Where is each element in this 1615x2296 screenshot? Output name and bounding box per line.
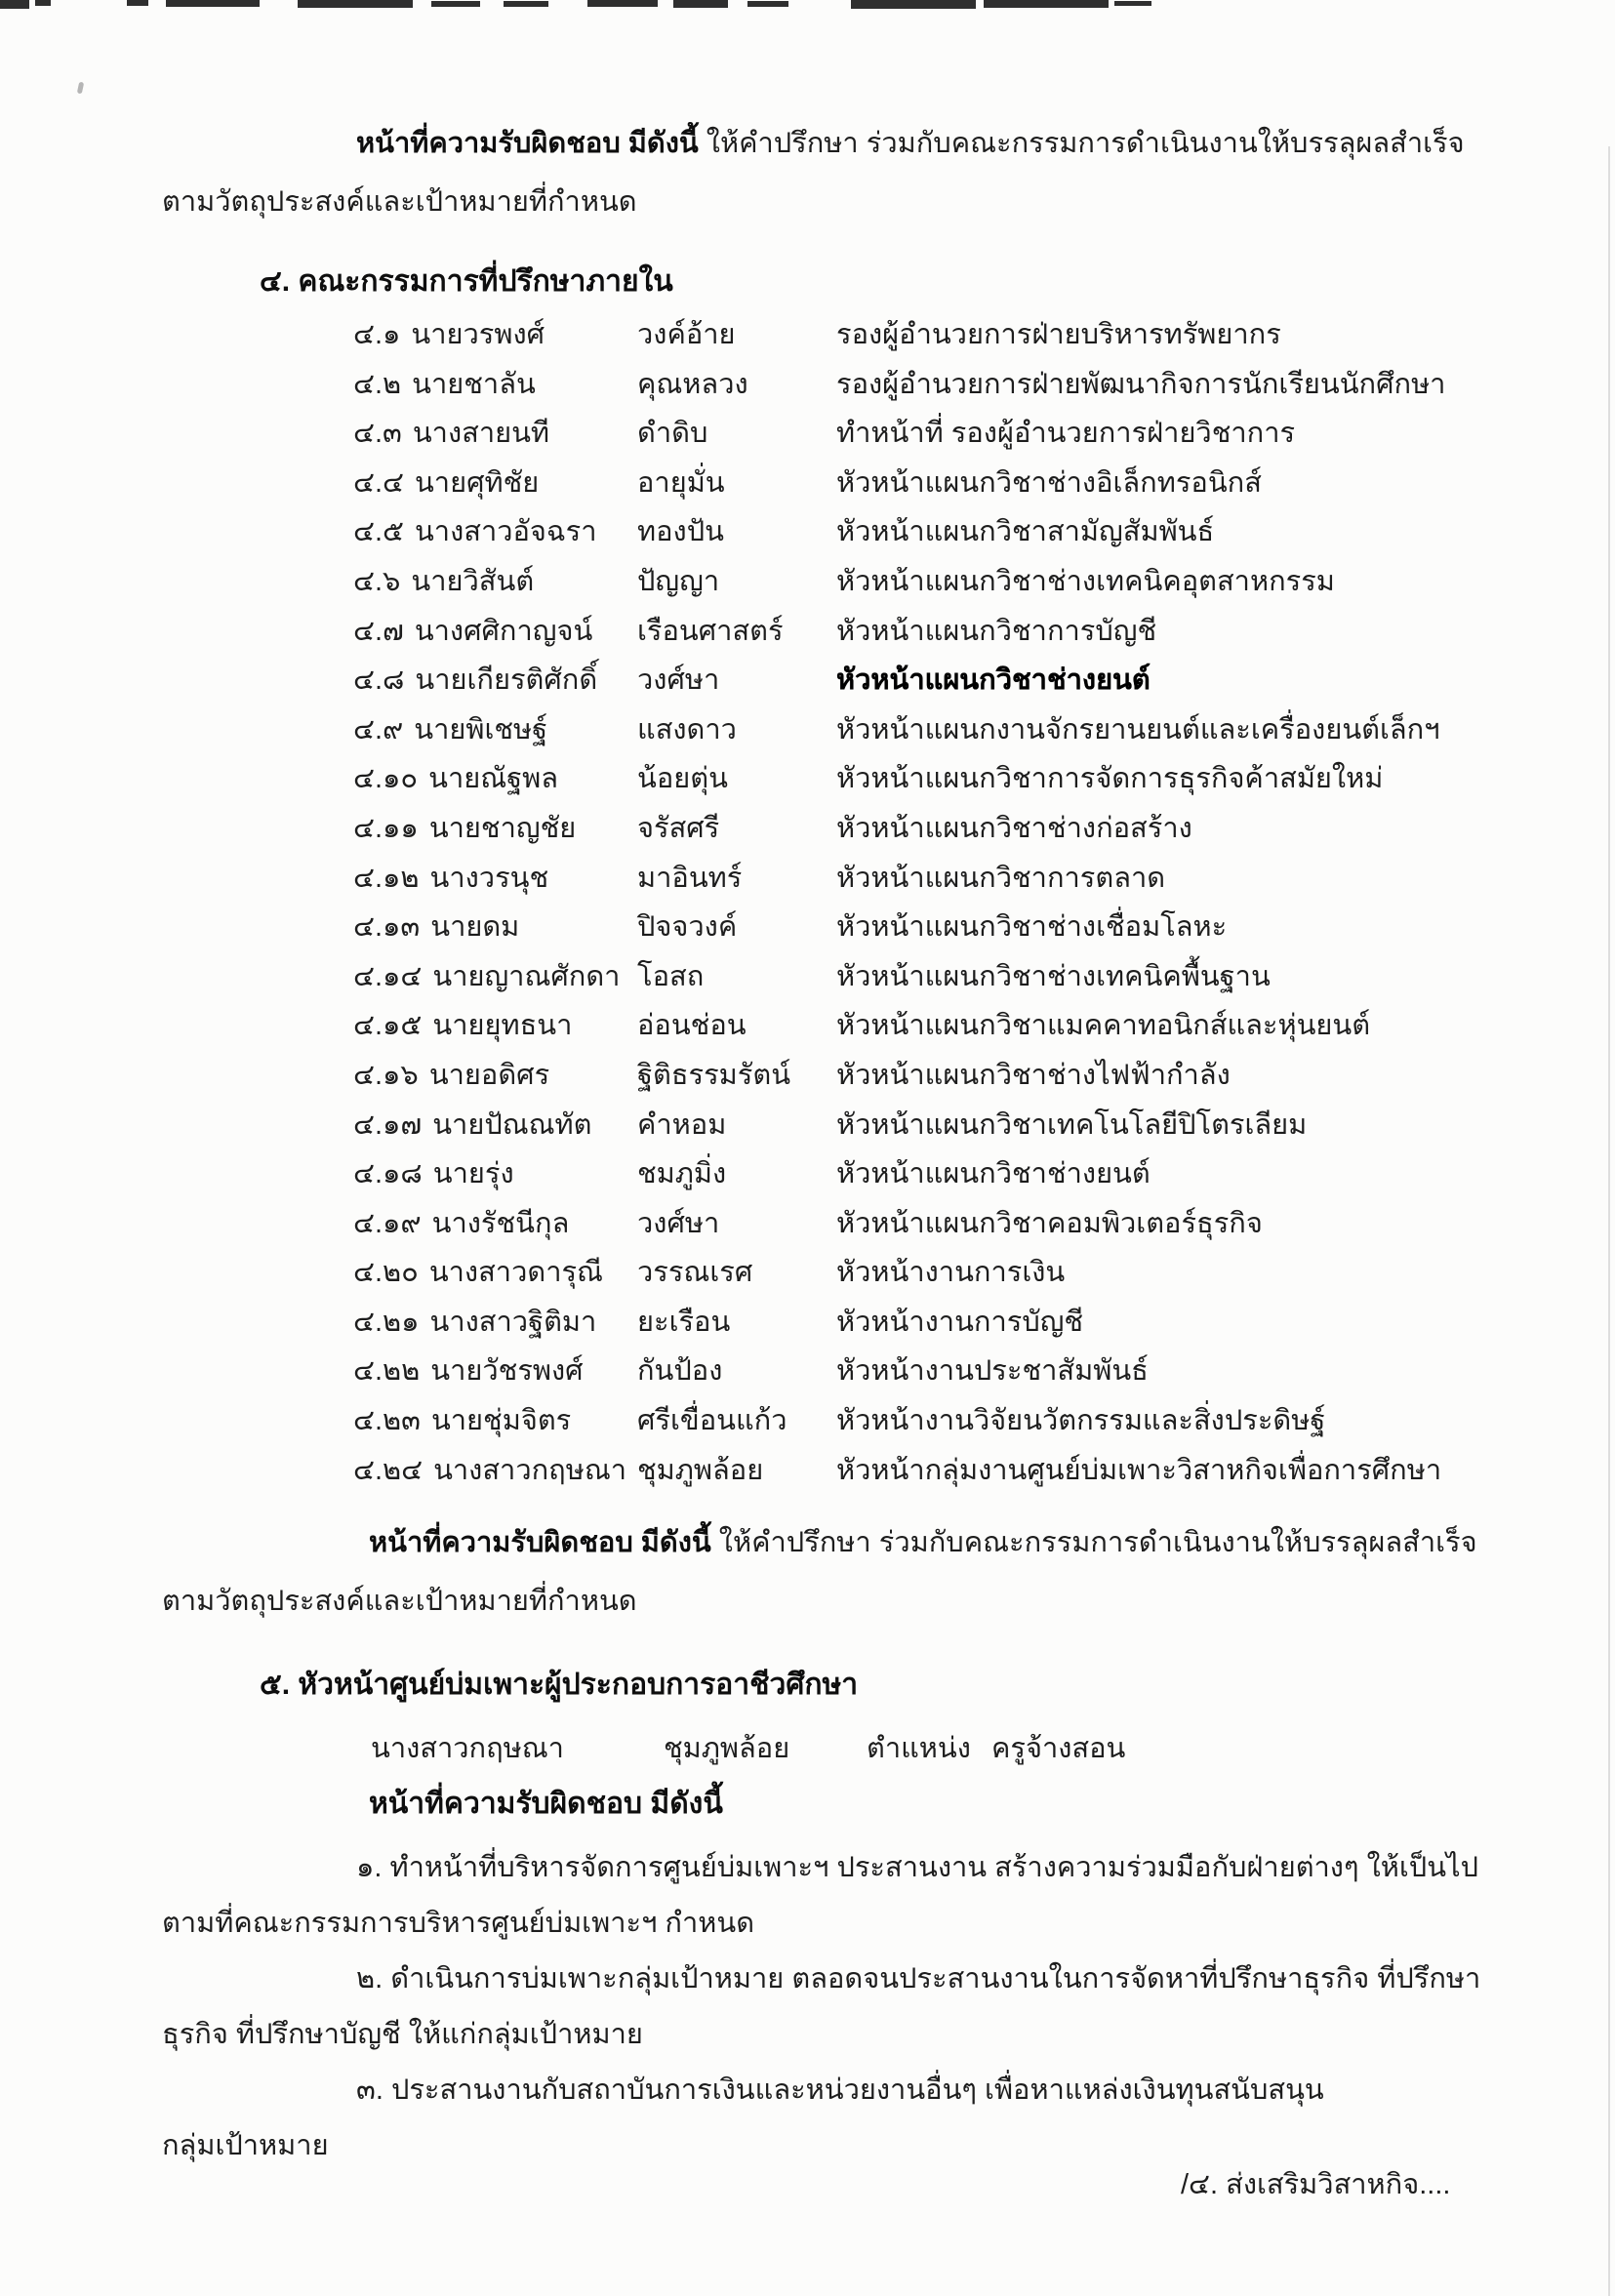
member-surname: อ่อนช่อน	[637, 1010, 747, 1042]
member-position: หัวหน้าแผนกวิชาการจัดการธุรกิจค้าสมัยใหม่	[836, 763, 1384, 795]
scan-artifact	[747, 1, 788, 7]
table-row	[0, 459, 1615, 508]
member-position: หัวหน้างานวิจัยนวัตกรรมและสิ่งประดิษฐ์	[836, 1405, 1326, 1437]
member-surname: โอสถ	[637, 960, 705, 992]
scan-artifact	[984, 0, 1109, 8]
duty-item	[0, 2063, 1615, 2174]
member-surname: วงศ์ษา	[637, 1207, 720, 1239]
member-surname: ปัญญา	[637, 565, 720, 597]
member-surname: ฐิติธรรมรัตน์	[637, 1059, 791, 1091]
member-number: ๔.๑๐	[353, 763, 419, 795]
member-surname: ชมภูมิ่ง	[637, 1158, 727, 1190]
member-surname: วรรณเรศ	[637, 1257, 753, 1289]
member-number-name	[353, 409, 637, 459]
member-name: นายปัณณทัต	[432, 1108, 592, 1141]
member-surname: ดำดิบ	[637, 418, 708, 450]
member-number: ๔.๑๖	[353, 1059, 419, 1091]
member-name: นางรัชนีกุล	[431, 1207, 570, 1239]
scan-artifact	[587, 0, 658, 7]
table-row	[0, 607, 1615, 657]
member-number: ๔.๓	[353, 418, 402, 450]
member-number-name	[353, 1446, 637, 1496]
member-surname: เรือนศาสตร์	[637, 615, 784, 647]
member-number-name	[353, 705, 637, 755]
member-position: หัวหน้าแผนกวิชาแมคคาทอนิกส์และหุ่นยนต์	[836, 1010, 1371, 1042]
member-position: หัวหน้าแผนกวิชาเทคโนโลยีปิโตรเลียม	[836, 1108, 1308, 1141]
member-surname: ปิจจวงค์	[637, 911, 738, 944]
member-name: นางสาวดารุณี	[428, 1257, 603, 1289]
member-number: ๔.๖	[353, 565, 401, 597]
member-name: นายณัฐพล	[428, 763, 559, 795]
scan-artifact	[298, 0, 413, 8]
member-surname: คำหอม	[637, 1108, 727, 1141]
member-number-name	[353, 1001, 637, 1051]
table-row	[0, 952, 1615, 1002]
member-name: นายเกียรติศักดิ์	[415, 665, 598, 697]
member-number: ๔.๑๙	[353, 1207, 422, 1239]
table-row	[0, 1298, 1615, 1348]
member-surname: วงศ์ษา	[637, 665, 720, 697]
member-surname: กันป้อง	[637, 1355, 723, 1388]
member-surname: อายุมั่น	[637, 466, 725, 499]
member-position: หัวหน้าแผนกวิชาช่างอิเล็กทรอนิกส์	[836, 466, 1262, 499]
member-number: ๔.๒	[353, 368, 402, 400]
member-name: นายวิสันต์	[411, 565, 535, 597]
member-name: นายชาลัน	[412, 368, 536, 400]
member-number-name	[353, 1347, 637, 1396]
member-position: ทำหน้าที่ รองผู้อำนวยการฝ่ายวิชาการ	[836, 418, 1296, 450]
member-number-name	[353, 952, 637, 1002]
member-name: นายวรพงศ์	[411, 319, 545, 350]
member-name: นายชุ่มจิตร	[430, 1405, 572, 1437]
member-number-name	[353, 1101, 637, 1150]
committee-list	[0, 310, 1615, 1495]
member-number: ๔.๙	[353, 713, 404, 745]
member-position: หัวหน้าแผนกวิชาการตลาด	[836, 862, 1166, 894]
person-position-value: ครูจ้างสอน	[991, 1733, 1126, 1764]
section4-duty-line1	[369, 1522, 1477, 1563]
member-surname: ชุมภูพล้อย	[637, 1454, 764, 1486]
member-number-name	[353, 310, 637, 360]
table-row	[0, 1396, 1615, 1446]
member-number-name	[353, 1396, 637, 1446]
member-number: ๔.๒๒	[353, 1355, 421, 1388]
person-name: นางสาวกฤษณา	[371, 1733, 564, 1764]
member-name: นายญาณศักดา	[432, 960, 621, 992]
duty-line1: ๒. ดำเนินการบ่มเพาะกลุ่มเป้าหมาย ตลอดจนประสานงานในการจัดหาที่ปรึกษาธุรกิจ ที่ปรึกษา	[356, 1963, 1481, 1994]
member-name: นางสายนที	[412, 418, 550, 450]
member-name: นายชาญชัย	[428, 812, 577, 844]
intro-paragraph-line2: ตามวัตถุประสงค์และเป้าหมายที่กำหนด	[162, 186, 637, 218]
member-number-name	[353, 903, 637, 952]
table-row	[0, 1101, 1615, 1150]
member-number: ๔.๑๗	[353, 1108, 423, 1141]
member-number-name	[353, 507, 637, 557]
table-row	[0, 804, 1615, 854]
member-name: นายพิเชษฐ์	[414, 713, 548, 745]
member-number-name	[353, 854, 637, 904]
member-number-name	[353, 557, 637, 607]
duty-line2: ธุรกิจ ที่ปรึกษาบัญชี ให้แก่กลุ่มเป้าหมาย	[162, 2019, 643, 2050]
member-surname: ยะเรือน	[637, 1306, 731, 1338]
member-position: หัวหน้างานการบัญชี	[836, 1306, 1084, 1338]
member-name: นางสาวกฤษณา	[433, 1454, 627, 1486]
table-row	[0, 409, 1615, 459]
member-name: นายดม	[430, 911, 520, 944]
member-name: นายรุ่ง	[432, 1158, 514, 1190]
member-position: หัวหน้าแผนกวิชาช่างเทคนิคอุตสาหกรรม	[836, 565, 1335, 597]
duty-line2: กลุ่มเป้าหมาย	[162, 2130, 329, 2161]
member-position: หัวหน้างานการเงิน	[836, 1257, 1066, 1289]
member-number-name	[353, 804, 637, 854]
section5-duty-heading: หน้าที่ความรับผิดชอบ มีดังนี้	[369, 1788, 723, 1820]
member-number: ๔.๑๕	[353, 1010, 423, 1042]
scan-artifact	[851, 0, 976, 9]
table-row	[0, 1347, 1615, 1396]
member-number: ๔.๑	[353, 319, 401, 350]
section4-duty-rest: ให้คำปรึกษา ร่วมกับคณะกรรมการดำเนินงานให้บรรลุผลสำเร็จ	[718, 1527, 1477, 1558]
member-number-name	[353, 459, 637, 508]
member-position: หัวหน้าแผนกวิชาช่างยนต์	[836, 1158, 1151, 1190]
member-surname: ศรีเขื่อนแก้ว	[637, 1405, 787, 1437]
member-number-name	[353, 1051, 637, 1101]
table-row	[0, 854, 1615, 904]
duty-line2: ตามที่คณะกรรมการบริหารศูนย์บ่มเพาะฯ กำหนด	[162, 1908, 755, 1939]
member-number: ๔.๕	[353, 516, 404, 548]
member-number: ๔.๑๓	[353, 911, 421, 944]
member-number: ๔.๒๔	[353, 1454, 424, 1486]
member-position: หัวหน้าแผนกวิชาช่างยนต์	[836, 665, 1151, 697]
scan-artifact	[504, 1, 548, 7]
member-position: หัวหน้าแผนกวิชาช่างก่อสร้าง	[836, 812, 1192, 844]
member-name: นางสาวฐิติมา	[429, 1306, 597, 1338]
duty-item	[0, 1952, 1615, 2063]
table-row	[0, 1199, 1615, 1249]
member-number: ๔.๗	[353, 615, 404, 647]
member-number: ๔.๔	[353, 466, 404, 499]
member-number: ๔.๒๐	[353, 1257, 419, 1289]
intro-duty-rest: ให้คำปรึกษา ร่วมกับคณะกรรมการดำเนินงานให้บรรลุผลสำเร็จ	[706, 128, 1465, 159]
member-number: ๔.๑๑	[353, 812, 419, 844]
table-row	[0, 656, 1615, 705]
scan-artifact	[673, 0, 728, 8]
section4-duty-bold: หน้าที่ความรับผิดชอบ มีดังนี้	[369, 1527, 711, 1558]
member-position: หัวหน้าแผนกวิชาการบัญชี	[836, 615, 1157, 647]
member-number: ๔.๑๒	[353, 862, 420, 894]
table-row	[0, 1149, 1615, 1199]
section4-heading: ๔. คณะกรรมการที่ปรึกษาภายใน	[260, 265, 673, 298]
member-position: หัวหน้างานประชาสัมพันธ์	[836, 1355, 1149, 1388]
member-position: รองผู้อำนวยการฝ่ายพัฒนากิจการนักเรียนนักศึกษา	[836, 368, 1446, 400]
section4-duty-line2: ตามวัตถุประสงค์และเป้าหมายที่กำหนด	[162, 1586, 637, 1617]
table-row	[0, 360, 1615, 410]
member-position: หัวหน้าแผนกงานจักรยานยนต์และเครื่องยนต์เล็กฯ	[836, 713, 1440, 745]
table-row	[0, 754, 1615, 804]
member-position: รองผู้อำนวยการฝ่ายบริหารทรัพยากร	[836, 319, 1281, 350]
member-name: นายศุทิชัย	[414, 466, 540, 499]
member-number-name	[353, 1298, 637, 1348]
table-row	[0, 705, 1615, 755]
member-number: ๔.๑๘	[353, 1158, 423, 1190]
scan-speck	[77, 82, 84, 95]
table-row	[0, 1248, 1615, 1298]
member-number: ๔.๑๔	[353, 960, 423, 992]
member-position: หัวหน้าแผนกวิชาสามัญสัมพันธ์	[836, 516, 1215, 548]
intro-paragraph-line1	[356, 123, 1465, 164]
scan-artifact	[35, 0, 51, 6]
member-number: ๔.๘	[353, 665, 405, 697]
table-row	[0, 1051, 1615, 1101]
member-surname: วงค์อ้าย	[637, 319, 736, 350]
member-name: นายอดิศร	[428, 1059, 550, 1091]
member-surname: คุณหลวง	[637, 368, 748, 400]
member-name: นางศศิกาญจน์	[414, 615, 593, 647]
table-row	[0, 1001, 1615, 1051]
member-number-name	[353, 656, 637, 705]
section5-heading: ๕. หัวหน้าศูนย์บ่มเพาะผู้ประกอบการอาชีวศึกษา	[260, 1669, 859, 1701]
table-row	[0, 903, 1615, 952]
member-position: หัวหน้าแผนกวิชาช่างเทคนิคพื้นฐาน	[836, 960, 1271, 992]
member-name: นางสาวอัจฉรา	[414, 516, 597, 548]
scan-artifact	[127, 0, 148, 6]
member-surname: ทองปัน	[637, 516, 724, 548]
duty-line1: ๓. ประสานงานกับสถาบันการเงินและหน่วยงานอื่นๆ เพื่อหาแหล่งเงินทุนสนับสนุน	[356, 2074, 1324, 2106]
person-surname: ชุมภูพล้อย	[664, 1733, 790, 1764]
member-surname: แสงดาว	[637, 713, 737, 745]
member-number-name	[353, 1149, 637, 1199]
member-position: หัวหน้าแผนกวิชาช่างเชื่อมโลหะ	[836, 911, 1228, 944]
member-name: นายวัชรพงศ์	[430, 1355, 584, 1388]
member-position: หัวหน้าแผนกวิชาคอมพิวเตอร์ธุรกิจ	[836, 1207, 1263, 1239]
member-surname: มาอินทร์	[637, 862, 743, 894]
member-position: หัวหน้าแผนกวิชาช่างไฟฟ้ากำลัง	[836, 1059, 1231, 1091]
scan-artifact	[431, 1, 480, 7]
member-name: นายยุทธนา	[432, 1010, 573, 1042]
member-surname: จรัสศรี	[637, 812, 720, 844]
scan-artifact	[1114, 1, 1151, 6]
person-position-label: ตำแหน่ง	[867, 1733, 971, 1764]
member-number-name	[353, 754, 637, 804]
table-row	[0, 1446, 1615, 1496]
table-row	[0, 557, 1615, 607]
duty-line1: ๑. ทำหน้าที่บริหารจัดการศูนย์บ่มเพาะฯ ประสานงาน สร้างความร่วมมือกับฝ่ายต่างๆ ให้เป็นไป	[356, 1852, 1479, 1883]
footer-continuation-note: /๔. ส่งเสริมวิสาหกิจ....	[1181, 2169, 1451, 2200]
duty-item	[0, 1840, 1615, 1952]
member-number-name	[353, 607, 637, 657]
member-position: หัวหน้ากลุ่มงานศูนย์บ่มเพาะวิสาหกิจเพื่อการศึกษา	[836, 1454, 1442, 1486]
table-row	[0, 507, 1615, 557]
scan-artifact	[166, 0, 260, 7]
scan-artifact	[0, 0, 29, 9]
member-name: นางวรนุช	[429, 862, 549, 894]
member-number-name	[353, 360, 637, 410]
table-row	[0, 310, 1615, 360]
member-number-name	[353, 1248, 637, 1298]
member-number-name	[353, 1199, 637, 1249]
member-number: ๔.๒๑	[353, 1306, 420, 1338]
intro-duty-bold: หน้าที่ความรับผิดชอบ มีดังนี้	[356, 128, 699, 159]
member-surname: น้อยตุ่น	[637, 763, 728, 795]
section5-duties	[0, 1840, 1615, 2174]
member-number: ๔.๒๓	[353, 1405, 421, 1437]
